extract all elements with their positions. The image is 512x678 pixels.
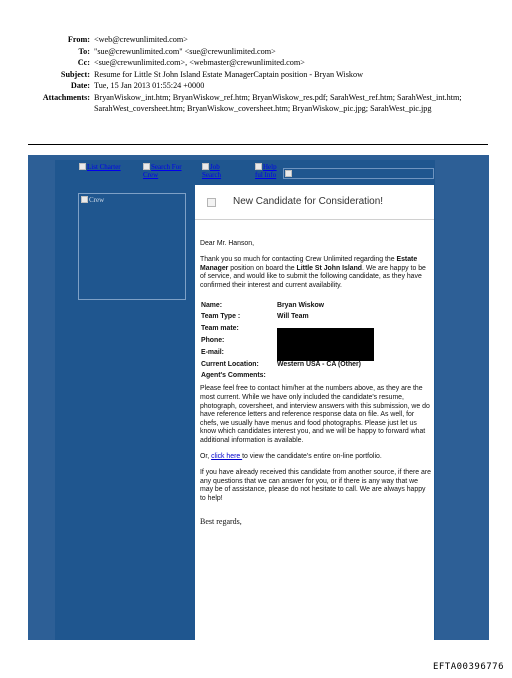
email-row: E-mail: <box>201 349 224 357</box>
team-type: Will Team <box>277 313 309 321</box>
portfolio-link[interactable]: click here <box>211 453 243 461</box>
team-mate-row: Team mate: <box>201 325 239 333</box>
panel-header <box>195 185 434 220</box>
candidate-name: Bryan Wiskow <box>277 302 325 310</box>
panel-title: New Candidate for Consideration! <box>233 196 384 207</box>
header-cc: Cc: <sue@crewunlimited.com>, <webmaster@crewunlimited.com> <box>77 58 305 67</box>
redaction-block <box>277 328 374 361</box>
nav-helpful-info[interactable]: Help ful Info <box>255 163 277 179</box>
header-divider <box>28 144 488 145</box>
current-location: Western USA - CA (Other) <box>277 361 361 369</box>
nav-search-crew[interactable]: Search For Crew <box>143 163 182 179</box>
assistance-paragraph: If you have already received this candidate from another source, if there are any questions that we can answer for you, or if there is any way that we may be of assistance, please do not hesitate to call. We are always happy to help! <box>200 469 431 502</box>
document-id: EFTA00396776 <box>432 662 504 672</box>
broken-image-icon <box>143 163 150 170</box>
nav-job-search[interactable]: Job Search <box>202 163 222 179</box>
contact-paragraph: Please feel free to contact him/her at the numbers above, as they are the most current. While we have only included the candidate's resume, photograph, coversheet, and interview answers with this submission, we do have reference letters and reference response data on file. As well, for chefs, we usually have menus and food photographs. Please just let us know which candidates interest you, and we will be happy to forward what additional information is available. <box>200 385 430 445</box>
broken-image-icon <box>79 163 86 170</box>
signoff: Best regards, <box>200 516 242 526</box>
candidate-details <box>200 302 432 380</box>
location-row: Current Location: Western USA - CA (Other) <box>201 361 361 369</box>
broken-image-icon <box>81 196 88 203</box>
candidate-panel <box>195 185 434 640</box>
intro-paragraph: Thank you so much for contacting Crew Unlimited regarding the Estate Manager position on board the Little St John Island. We are happy to be of service, and would like to submit the following candidate, as they have confirmed their interest and current availability. <box>200 256 426 289</box>
header-subject: Subject: Resume for Little St John Island Estate ManagerCaptain position - Bryan Wiskow <box>60 69 363 79</box>
letter-body <box>200 240 432 526</box>
nav-banner-placeholder <box>283 168 434 179</box>
broken-image-icon <box>255 163 262 170</box>
phone-row: Phone: <box>201 337 225 345</box>
candidate-name-row: Name: Bryan Wiskow <box>201 302 325 310</box>
portfolio-paragraph: Or, click here to view the candidate's entire on-line portfolio. <box>200 453 382 461</box>
comments-row: Agent's Comments: <box>201 372 266 380</box>
broken-image-icon <box>285 170 292 177</box>
team-type-row: Team Type : Will Team <box>201 313 309 321</box>
broken-image-icon <box>202 163 209 170</box>
greeting: Dear Mr. Hanson, <box>200 240 254 247</box>
crew-image: Crew <box>78 193 186 300</box>
header-attachments: Attachments: BryanWiskow_int.htm; BryanWiskow_ref.htm; BryanWiskow_res.pdf; SarahWest_ref.htm; SarahWest_int.htm; SarahWest_coversheet.htm; BryanWiskow_coversheet.htm; BryanWiskow_pic.jpg; SarahWest_pic.jpg <box>42 92 462 113</box>
header-date: Date: Tue, 15 Jan 2013 01:55:24 +0000 <box>70 81 205 90</box>
broken-image-icon <box>207 198 216 207</box>
nav-list-charter[interactable]: List Charter <box>79 163 135 171</box>
email-header <box>0 34 512 115</box>
header-to: To: "sue@crewunlimited.com" <sue@crewunlimited.com> <box>78 46 276 56</box>
header-from: From: <web@crewunlimited.com> <box>67 35 188 44</box>
